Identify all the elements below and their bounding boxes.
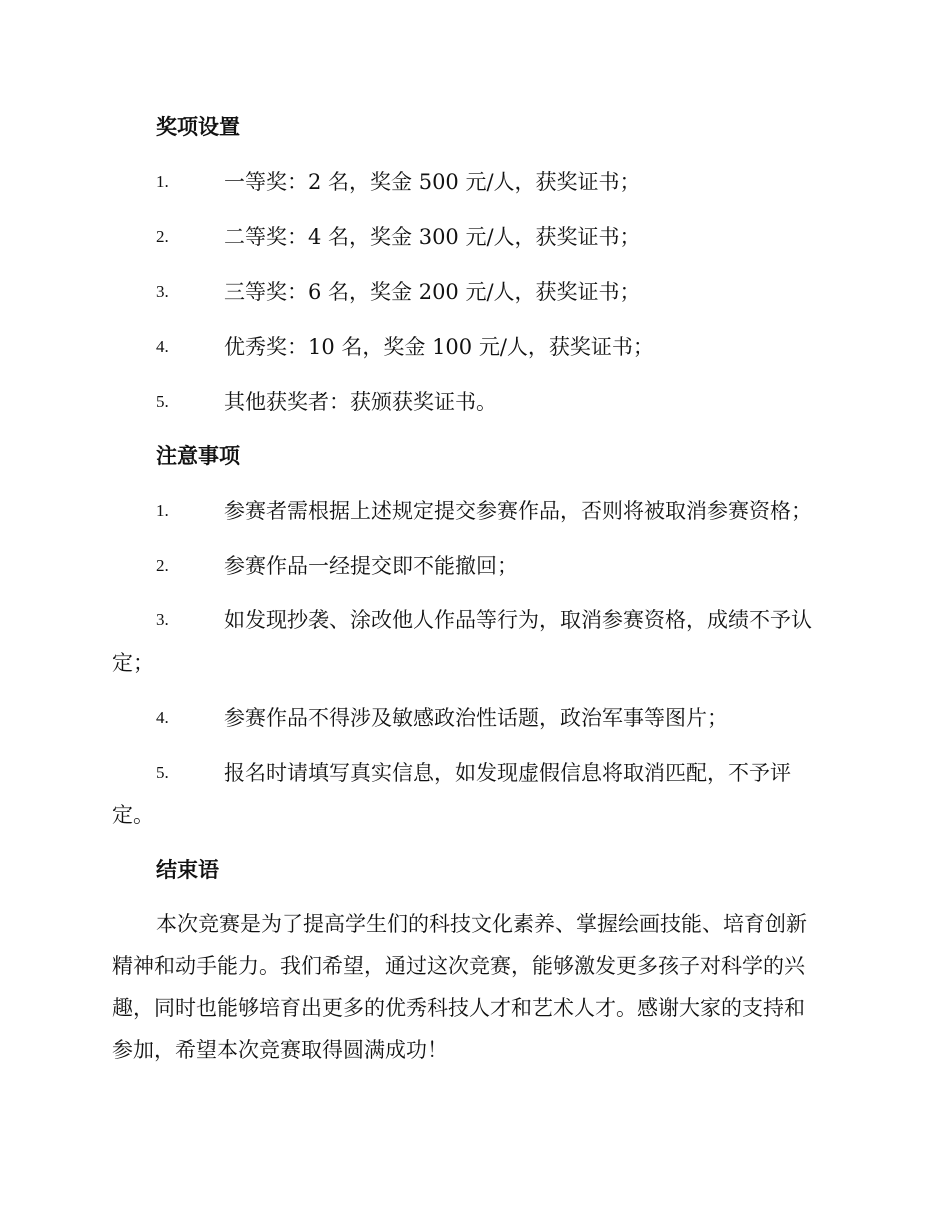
list-text: 二等奖：4 名，奖金 300 元/人，获奖证书； <box>224 225 641 249</box>
list-number: 3. <box>156 610 169 629</box>
list-number: 2. <box>156 227 169 246</box>
list-number: 3. <box>156 282 169 301</box>
list-text: 参赛作品不得涉及敏感政治性话题，政治军事等图片； <box>224 706 728 730</box>
list-text: 如发现抄袭、涂改他人作品等行为，取消参赛资格，成绩不予认 <box>224 608 812 632</box>
closing-paragraph-line-2: 精神和动手能力。我们希望，通过这次竞赛，能够激发更多孩子对科学的兴 <box>112 954 805 978</box>
note-item-5-continuation: 定。 <box>112 803 154 827</box>
list-text: 优秀奖：10 名，奖金 100 元/人，获奖证书； <box>224 335 654 359</box>
list-text: 报名时请填写真实信息，如发现虚假信息将取消匹配，不予评 <box>224 761 791 785</box>
list-text: 一等奖：2 名，奖金 500 元/人，获奖证书； <box>224 170 641 194</box>
list-number: 2. <box>156 556 169 575</box>
section-heading-closing: 结束语 <box>156 858 219 882</box>
list-text: 三等奖：6 名，奖金 200 元/人，获奖证书； <box>224 280 641 304</box>
closing-paragraph-line-1: 本次竞赛是为了提高学生们的科技文化素养、掌握绘画技能、培育创新 <box>156 912 807 936</box>
list-number: 4. <box>156 337 169 356</box>
list-text: 参赛作品一经提交即不能撤回； <box>224 554 518 578</box>
list-text: 其他获奖者：获颁获奖证书。 <box>224 390 497 414</box>
list-number: 5. <box>156 392 169 411</box>
list-text: 参赛者需根据上述规定提交参赛作品，否则将被取消参赛资格； <box>224 499 812 523</box>
list-number: 1. <box>156 501 169 520</box>
note-item-3-continuation: 定； <box>112 651 154 675</box>
list-number: 4. <box>156 708 169 727</box>
closing-paragraph-line-4: 参加，希望本次竞赛取得圆满成功！ <box>112 1038 448 1062</box>
list-number: 5. <box>156 763 169 782</box>
closing-paragraph-line-3: 趣，同时也能够培育出更多的优秀科技人才和艺术人才。感谢大家的支持和 <box>112 996 805 1020</box>
list-number: 1. <box>156 172 169 191</box>
section-heading-awards: 奖项设置 <box>156 115 240 139</box>
section-heading-notes: 注意事项 <box>156 444 240 468</box>
